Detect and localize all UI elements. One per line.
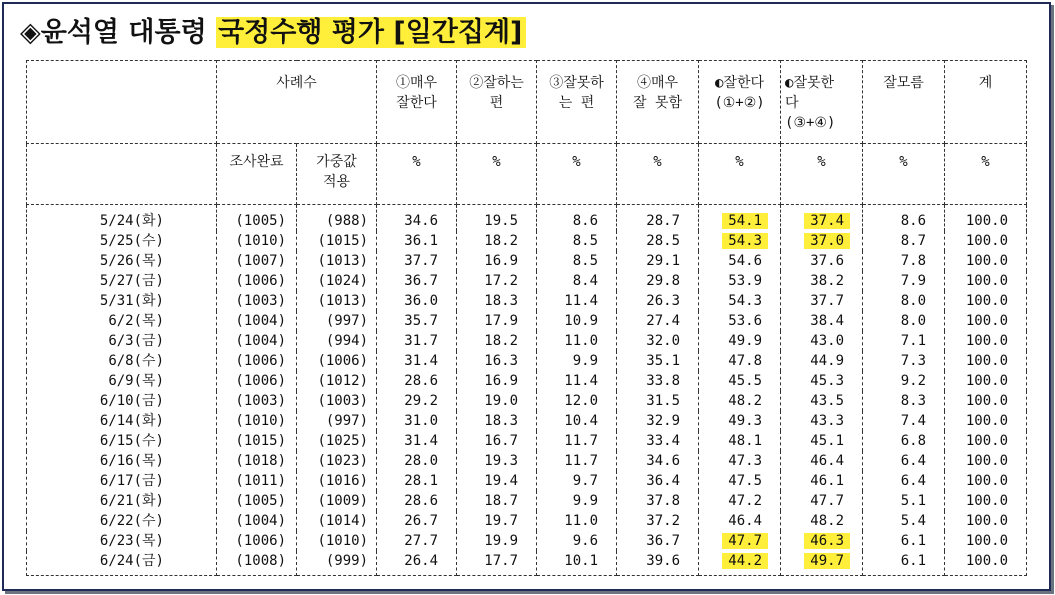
row-value-1: 28.1 bbox=[377, 471, 457, 491]
row-value-8: 100.0 bbox=[945, 231, 1027, 251]
row-date: 6/16(목) bbox=[27, 451, 217, 471]
subheader-pct: % bbox=[617, 144, 699, 205]
row-date: 6/15(수) bbox=[27, 431, 217, 451]
row-date: 6/23(목) bbox=[27, 531, 217, 551]
highlight-mark: 37.4 bbox=[804, 213, 850, 229]
row-value-2: 19.4 bbox=[457, 471, 537, 491]
row-value-1: 28.6 bbox=[377, 371, 457, 391]
row-value-6: 45.3 bbox=[781, 371, 863, 391]
row-value-3: 10.4 bbox=[537, 411, 617, 431]
table-row bbox=[27, 391, 1027, 411]
row-value-6: 48.2 bbox=[781, 511, 863, 531]
row-value-5 bbox=[699, 531, 781, 551]
header-c8: 계 bbox=[945, 61, 1027, 144]
row-value-4: 31.5 bbox=[617, 391, 699, 411]
row-sample-done: (1010) bbox=[217, 231, 297, 251]
row-value-3: 8.5 bbox=[537, 231, 617, 251]
table-body bbox=[27, 205, 1027, 576]
table-row bbox=[27, 205, 1027, 232]
row-sample-done: (1011) bbox=[217, 471, 297, 491]
row-value-7: 7.8 bbox=[863, 251, 945, 271]
row-value-4: 36.4 bbox=[617, 471, 699, 491]
row-value-2: 19.9 bbox=[457, 531, 537, 551]
row-sample-weighted: (1025) bbox=[297, 431, 377, 451]
row-value-4: 29.1 bbox=[617, 251, 699, 271]
table-row bbox=[27, 231, 1027, 251]
row-value-3: 10.9 bbox=[537, 311, 617, 331]
row-value-7: 7.4 bbox=[863, 411, 945, 431]
subheader-pct: % bbox=[863, 144, 945, 205]
subheader-done: 조사완료 bbox=[217, 144, 297, 205]
row-sample-weighted: (1015) bbox=[297, 231, 377, 251]
row-value-4: 37.2 bbox=[617, 511, 699, 531]
row-sample-done: (1018) bbox=[217, 451, 297, 471]
row-value-6 bbox=[781, 551, 863, 576]
highlight-mark: 37.0 bbox=[804, 233, 850, 249]
approval-table bbox=[26, 60, 1027, 576]
row-value-2: 18.3 bbox=[457, 411, 537, 431]
row-sample-weighted: (1023) bbox=[297, 451, 377, 471]
subheader-pct: % bbox=[457, 144, 537, 205]
row-value-7: 6.8 bbox=[863, 431, 945, 451]
row-value-1: 28.0 bbox=[377, 451, 457, 471]
header-c5: ◐잘한다 (①+②) bbox=[699, 61, 781, 144]
highlight-mark: 47.7 bbox=[722, 533, 768, 549]
row-value-6: 37.6 bbox=[781, 251, 863, 271]
row-value-3: 9.9 bbox=[537, 351, 617, 371]
row-value-1: 36.0 bbox=[377, 291, 457, 311]
row-value-7: 5.4 bbox=[863, 511, 945, 531]
row-sample-weighted: (988) bbox=[297, 205, 377, 232]
row-value-8: 100.0 bbox=[945, 251, 1027, 271]
row-sample-done: (1006) bbox=[217, 271, 297, 291]
row-value-4: 37.8 bbox=[617, 491, 699, 511]
row-value-7: 6.4 bbox=[863, 451, 945, 471]
row-value-1: 31.0 bbox=[377, 411, 457, 431]
row-sample-weighted: (994) bbox=[297, 331, 377, 351]
subheader-weight: 가중값 적용 bbox=[297, 144, 377, 205]
row-date: 6/3(금) bbox=[27, 331, 217, 351]
row-value-4: 28.7 bbox=[617, 205, 699, 232]
row-sample-done: (1006) bbox=[217, 371, 297, 391]
header-c7: 잘모름 bbox=[863, 61, 945, 144]
row-value-2: 16.9 bbox=[457, 251, 537, 271]
row-value-2: 17.9 bbox=[457, 311, 537, 331]
row-value-2: 18.2 bbox=[457, 231, 537, 251]
row-sample-weighted: (1003) bbox=[297, 391, 377, 411]
row-date: 6/21(화) bbox=[27, 491, 217, 511]
row-value-6: 47.7 bbox=[781, 491, 863, 511]
row-value-3: 8.4 bbox=[537, 271, 617, 291]
row-value-2: 18.7 bbox=[457, 491, 537, 511]
row-value-5: 49.3 bbox=[699, 411, 781, 431]
row-date: 5/27(금) bbox=[27, 271, 217, 291]
row-value-7: 7.9 bbox=[863, 271, 945, 291]
row-value-2: 16.7 bbox=[457, 431, 537, 451]
row-sample-done: (1004) bbox=[217, 331, 297, 351]
row-value-3: 8.5 bbox=[537, 251, 617, 271]
row-sample-done: (1006) bbox=[217, 351, 297, 371]
row-value-6 bbox=[781, 231, 863, 251]
subheader-pct: % bbox=[945, 144, 1027, 205]
row-value-6: 46.1 bbox=[781, 471, 863, 491]
row-value-5: 54.3 bbox=[699, 291, 781, 311]
row-value-1: 31.7 bbox=[377, 331, 457, 351]
subheader-pct: % bbox=[537, 144, 617, 205]
row-value-8: 100.0 bbox=[945, 291, 1027, 311]
header-c3: ③잘못하 는 편 bbox=[537, 61, 617, 144]
row-value-4: 35.1 bbox=[617, 351, 699, 371]
row-value-6: 37.7 bbox=[781, 291, 863, 311]
row-value-7: 7.3 bbox=[863, 351, 945, 371]
table-row bbox=[27, 531, 1027, 551]
table-row bbox=[27, 451, 1027, 471]
row-value-5: 47.2 bbox=[699, 491, 781, 511]
row-value-6 bbox=[781, 531, 863, 551]
subheader-pct: % bbox=[377, 144, 457, 205]
row-value-2: 18.2 bbox=[457, 331, 537, 351]
table-row bbox=[27, 551, 1027, 576]
row-value-8: 100.0 bbox=[945, 331, 1027, 351]
row-value-1: 27.7 bbox=[377, 531, 457, 551]
row-value-3: 11.7 bbox=[537, 431, 617, 451]
row-value-1: 36.7 bbox=[377, 271, 457, 291]
table-row bbox=[27, 271, 1027, 291]
row-value-7: 8.6 bbox=[863, 205, 945, 232]
row-value-3: 8.6 bbox=[537, 205, 617, 232]
row-value-8: 100.0 bbox=[945, 351, 1027, 371]
row-value-6: 45.1 bbox=[781, 431, 863, 451]
row-sample-done: (1010) bbox=[217, 411, 297, 431]
row-value-5: 53.9 bbox=[699, 271, 781, 291]
row-value-3: 11.0 bbox=[537, 331, 617, 351]
row-sample-done: (1003) bbox=[217, 391, 297, 411]
highlight-mark: 54.1 bbox=[722, 213, 768, 229]
row-value-8: 100.0 bbox=[945, 471, 1027, 491]
row-value-5: 47.5 bbox=[699, 471, 781, 491]
row-date: 6/17(금) bbox=[27, 471, 217, 491]
row-value-4: 34.6 bbox=[617, 451, 699, 471]
row-value-1: 36.1 bbox=[377, 231, 457, 251]
row-value-8: 100.0 bbox=[945, 511, 1027, 531]
row-sample-weighted: (997) bbox=[297, 411, 377, 431]
row-value-6: 38.2 bbox=[781, 271, 863, 291]
row-date: 5/25(수) bbox=[27, 231, 217, 251]
table-row bbox=[27, 491, 1027, 511]
row-value-1: 37.7 bbox=[377, 251, 457, 271]
row-value-3: 11.4 bbox=[537, 291, 617, 311]
row-date: 6/24(금) bbox=[27, 551, 217, 576]
row-sample-weighted: (1009) bbox=[297, 491, 377, 511]
row-value-3: 11.4 bbox=[537, 371, 617, 391]
row-value-5: 45.5 bbox=[699, 371, 781, 391]
page-title bbox=[20, 12, 526, 54]
row-date: 6/10(금) bbox=[27, 391, 217, 411]
row-sample-weighted: (999) bbox=[297, 551, 377, 576]
row-value-3: 9.6 bbox=[537, 531, 617, 551]
table-row bbox=[27, 511, 1027, 531]
row-value-8: 100.0 bbox=[945, 491, 1027, 511]
row-value-7: 8.3 bbox=[863, 391, 945, 411]
row-value-7: 8.0 bbox=[863, 291, 945, 311]
row-sample-weighted: (997) bbox=[297, 311, 377, 331]
row-value-1: 26.4 bbox=[377, 551, 457, 576]
row-value-2: 19.5 bbox=[457, 205, 537, 232]
row-date: 5/24(화) bbox=[27, 205, 217, 232]
row-date: 6/9(목) bbox=[27, 371, 217, 391]
header-c6: ◐잘못한 다 (③+④) bbox=[781, 61, 863, 144]
row-value-4: 33.4 bbox=[617, 431, 699, 451]
row-value-8: 100.0 bbox=[945, 391, 1027, 411]
row-sample-weighted: (1014) bbox=[297, 511, 377, 531]
row-value-3: 9.9 bbox=[537, 491, 617, 511]
row-value-4: 32.9 bbox=[617, 411, 699, 431]
row-sample-weighted: (1012) bbox=[297, 371, 377, 391]
row-value-6 bbox=[781, 205, 863, 232]
row-value-5: 54.6 bbox=[699, 251, 781, 271]
row-value-2: 19.0 bbox=[457, 391, 537, 411]
title-prefix: ◈윤석열 대통령 bbox=[20, 17, 217, 48]
row-value-8: 100.0 bbox=[945, 411, 1027, 431]
header-sample: 사례수 bbox=[217, 61, 377, 144]
row-sample-done: (1007) bbox=[217, 251, 297, 271]
row-value-4: 36.7 bbox=[617, 531, 699, 551]
row-sample-done: (1003) bbox=[217, 291, 297, 311]
row-value-8: 100.0 bbox=[945, 271, 1027, 291]
header-empty bbox=[27, 61, 217, 144]
table-row bbox=[27, 411, 1027, 431]
table-row bbox=[27, 251, 1027, 271]
row-value-4: 33.8 bbox=[617, 371, 699, 391]
row-value-6: 44.9 bbox=[781, 351, 863, 371]
row-value-5: 47.3 bbox=[699, 451, 781, 471]
row-value-7: 5.1 bbox=[863, 491, 945, 511]
row-value-4: 39.6 bbox=[617, 551, 699, 576]
row-value-3: 11.7 bbox=[537, 451, 617, 471]
row-value-5: 47.8 bbox=[699, 351, 781, 371]
row-date: 6/14(화) bbox=[27, 411, 217, 431]
subheader-empty bbox=[27, 144, 217, 205]
row-value-7: 7.1 bbox=[863, 331, 945, 351]
row-value-6: 43.5 bbox=[781, 391, 863, 411]
table-row bbox=[27, 351, 1027, 371]
row-value-6: 43.0 bbox=[781, 331, 863, 351]
row-value-1: 28.6 bbox=[377, 491, 457, 511]
row-value-2: 16.3 bbox=[457, 351, 537, 371]
row-value-8: 100.0 bbox=[945, 551, 1027, 576]
table-row bbox=[27, 471, 1027, 491]
row-sample-weighted: (1024) bbox=[297, 271, 377, 291]
highlight-mark: 49.7 bbox=[804, 553, 850, 569]
row-sample-done: (1008) bbox=[217, 551, 297, 576]
row-sample-weighted: (1006) bbox=[297, 351, 377, 371]
row-sample-weighted: (1010) bbox=[297, 531, 377, 551]
row-value-6: 46.4 bbox=[781, 451, 863, 471]
row-value-1: 26.7 bbox=[377, 511, 457, 531]
row-value-5: 53.6 bbox=[699, 311, 781, 331]
row-value-7: 8.7 bbox=[863, 231, 945, 251]
row-value-4: 26.3 bbox=[617, 291, 699, 311]
row-value-8: 100.0 bbox=[945, 205, 1027, 232]
row-value-2: 17.2 bbox=[457, 271, 537, 291]
row-value-5 bbox=[699, 231, 781, 251]
subheader-pct: % bbox=[699, 144, 781, 205]
row-value-3: 9.7 bbox=[537, 471, 617, 491]
highlight-mark: 54.3 bbox=[722, 233, 768, 249]
row-sample-done: (1015) bbox=[217, 431, 297, 451]
row-value-1: 31.4 bbox=[377, 431, 457, 451]
row-value-1: 35.7 bbox=[377, 311, 457, 331]
row-value-3: 11.0 bbox=[537, 511, 617, 531]
row-date: 5/26(목) bbox=[27, 251, 217, 271]
row-value-2: 19.7 bbox=[457, 511, 537, 531]
row-sample-weighted: (1016) bbox=[297, 471, 377, 491]
row-value-4: 28.5 bbox=[617, 231, 699, 251]
row-value-8: 100.0 bbox=[945, 531, 1027, 551]
row-date: 5/31(화) bbox=[27, 291, 217, 311]
row-value-2: 17.7 bbox=[457, 551, 537, 576]
table-row bbox=[27, 431, 1027, 451]
row-value-5 bbox=[699, 551, 781, 576]
row-value-3: 10.1 bbox=[537, 551, 617, 576]
highlight-mark: 44.2 bbox=[722, 553, 768, 569]
row-value-2: 19.3 bbox=[457, 451, 537, 471]
row-sample-done: (1004) bbox=[217, 311, 297, 331]
row-value-1: 29.2 bbox=[377, 391, 457, 411]
row-value-5: 48.2 bbox=[699, 391, 781, 411]
row-sample-weighted: (1013) bbox=[297, 251, 377, 271]
row-sample-done: (1005) bbox=[217, 491, 297, 511]
row-sample-done: (1005) bbox=[217, 205, 297, 232]
table-row bbox=[27, 331, 1027, 351]
row-value-1: 31.4 bbox=[377, 351, 457, 371]
table-row bbox=[27, 371, 1027, 391]
row-value-2: 16.9 bbox=[457, 371, 537, 391]
highlight-mark: 46.3 bbox=[804, 533, 850, 549]
row-value-7: 9.2 bbox=[863, 371, 945, 391]
row-date: 6/22(수) bbox=[27, 511, 217, 531]
row-value-4: 27.4 bbox=[617, 311, 699, 331]
row-value-7: 6.1 bbox=[863, 531, 945, 551]
row-value-6: 38.4 bbox=[781, 311, 863, 331]
row-sample-done: (1004) bbox=[217, 511, 297, 531]
row-value-5: 49.9 bbox=[699, 331, 781, 351]
row-value-8: 100.0 bbox=[945, 431, 1027, 451]
row-value-6: 43.3 bbox=[781, 411, 863, 431]
row-value-8: 100.0 bbox=[945, 451, 1027, 471]
row-date: 6/8(수) bbox=[27, 351, 217, 371]
header-c2: ②잘하는 편 bbox=[457, 61, 537, 144]
row-sample-done: (1006) bbox=[217, 531, 297, 551]
row-value-8: 100.0 bbox=[945, 371, 1027, 391]
row-value-5 bbox=[699, 205, 781, 232]
row-value-1: 34.6 bbox=[377, 205, 457, 232]
header-c4: ④매우 잘 못함 bbox=[617, 61, 699, 144]
row-value-7: 8.0 bbox=[863, 311, 945, 331]
row-value-5: 46.4 bbox=[699, 511, 781, 531]
title-highlight: 국정수행 평가 [일간집계] bbox=[216, 17, 526, 48]
row-value-7: 6.4 bbox=[863, 471, 945, 491]
row-sample-weighted: (1013) bbox=[297, 291, 377, 311]
row-value-4: 29.8 bbox=[617, 271, 699, 291]
row-value-5: 48.1 bbox=[699, 431, 781, 451]
header-c1: ①매우 잘한다 bbox=[377, 61, 457, 144]
row-value-7: 6.1 bbox=[863, 551, 945, 576]
table-row bbox=[27, 291, 1027, 311]
row-date: 6/2(목) bbox=[27, 311, 217, 331]
row-value-8: 100.0 bbox=[945, 311, 1027, 331]
row-value-4: 32.0 bbox=[617, 331, 699, 351]
subheader-pct: % bbox=[781, 144, 863, 205]
row-value-3: 12.0 bbox=[537, 391, 617, 411]
row-value-2: 18.3 bbox=[457, 291, 537, 311]
table-row bbox=[27, 311, 1027, 331]
